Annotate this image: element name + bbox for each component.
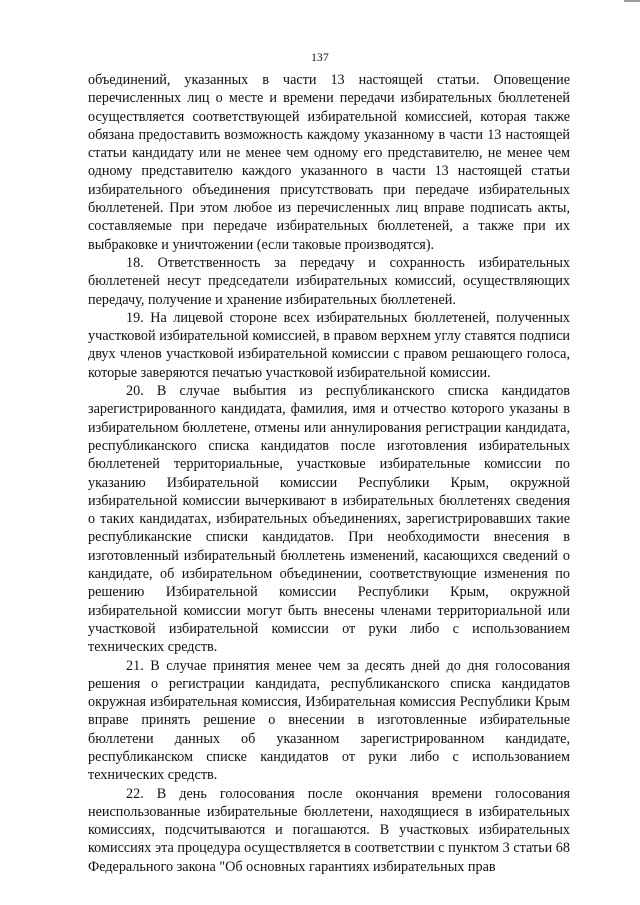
paragraph-22: 22. В день голосования после окончания времени голосования неиспользованные избирательные бюллетени, находящиеся в избирательных комиссиях, подсчитываются и погашаются. В участковых избирательных комиссиях эта процедура осуществляется в соответствии с пунктом 3 статьи 68 Федерального закона "Об основных гарантиях избирательных прав xyxy=(88,785,570,875)
scan-corner-mark xyxy=(624,0,640,2)
paragraph-18: 18. Ответственность за передачу и сохранность избирательных бюллетеней несут председатели избирательных комиссий, осуществляющих передачу, получение и хранение избирательных бюллетеней. xyxy=(88,254,570,308)
paragraph-20: 20. В случае выбытия из республиканского списка кандидатов зарегистрированного кандидата, фамилия, имя и отчество которого указаны в избирательном бюллетене, отмены или аннулирования регистрации кандидата, республиканского списка кандидатов после изготовления избирательных бюллетеней территориальные, участковые избирательные комиссии по указанию Избирательной комиссии Республики Крым, окружной избирательной комиссии вычеркивают в избирательных бюллетенях сведения о таких кандидатах, избирательных объединениях, зарегистрировавших такие республиканские списки кандидатов. При необходимости внесения в изготовленный избирательный бюллетень изменений, касающихся сведений о кандидате, об избирательном объединении, соответствующие изменения по решению Избирательной комиссии Республики Крым, окружной избирательной комиссии могут быть внесены членами территориальной или участковой избирательной комиссии от руки либо с использованием технических средств. xyxy=(88,383,570,656)
paragraph-continuation: объединений, указанных в части 13 настоящей статьи. Оповещение перечисленных лиц о месте и времени передачи избирательных бюллетеней осуществляется соответствующей избирательной комиссией, которая также обязана предоставить возможность каждому указанному в части 13 настоящей статьи кандидату или не менее чем одному его представителю, не менее чем одному представителю каждого указанного в части 13 настоящей статьи избирательного объединения присутствовать при передаче избирательных бюллетеней. При этом любое из перечисленных лиц вправе подписать акты, составляемые при передаче избирательных бюллетеней, а также при их выбраковке и уничтожении (если таковые производятся). xyxy=(88,72,570,253)
page-number: 137 xyxy=(311,52,329,64)
paragraph-21: 21. В случае принятия менее чем за десять дней до дня голосования решения о регистрации кандидата, республиканского списка кандидатов окружная избирательная комиссия, Избирательная комиссия Республики Крым вправе принять решение о внесении в изготовленные избирательные бюллетени данных об указанном зарегистрированном кандидате, республиканском списке кандидатов от руки либо с использованием технических средств. xyxy=(88,657,570,784)
document-body xyxy=(88,71,570,876)
paragraph-19: 19. На лицевой стороне всех избирательных бюллетеней, полученных участковой избирательной комиссией, в правом верхнем углу ставятся подписи двух членов участковой избирательной комиссии с правом решающего голоса, которые заверяются печатью участковой избирательной комиссии. xyxy=(88,309,570,381)
